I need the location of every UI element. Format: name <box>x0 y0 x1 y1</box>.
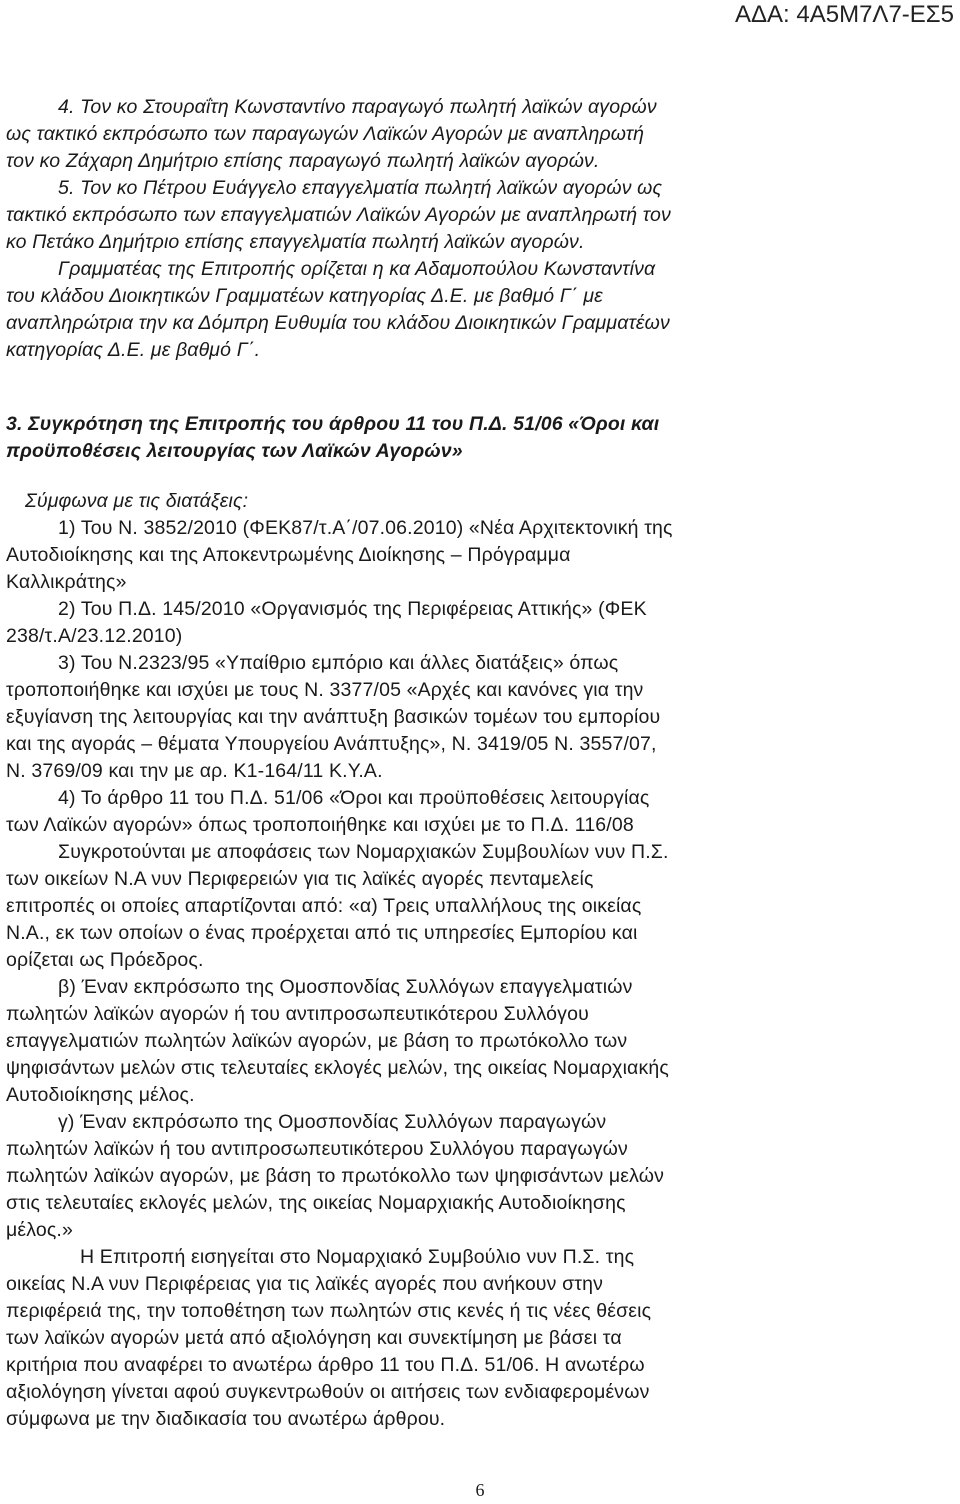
page-number: 6 <box>475 1480 485 1500</box>
text-line: ορίζεται ως Πρόεδρος. <box>6 949 204 971</box>
text-line: Γραμματέας της Επιτροπής ορίζεται η κα Αδαμοπούλου Κωνσταντίνα <box>58 258 656 280</box>
text-line: αναπληρώτρια την κα Δόμπρη Ευθυμία του κλάδου Διοικητικών Γραμματέων <box>6 312 670 334</box>
text-line: μέλος.» <box>6 1219 73 1241</box>
text-line: περιφέρειά της, την τοποθέτηση των πωλητών στις κενές ή τις νέες θέσεις <box>6 1300 652 1322</box>
text-line: 3) Του Ν.2323/95 «Υπαίθριο εμπόριο και άλλες διατάξεις» όπως <box>58 652 619 674</box>
text-line: κατηγορίας Δ.Ε. με βαθμό Γ΄. <box>6 339 261 361</box>
ada-code: ΑΔΑ: 4Α5Μ7Λ7-ΕΣ5 <box>735 1 954 28</box>
text-line: εξυγίανση της λειτουργίας και την ανάπτυξη βασικών τομέων του εμπορίου <box>6 706 661 728</box>
section-heading: 3. Συγκρότηση της Επιτροπής του άρθρου 11 του Π.Δ. 51/06 «Όροι και <box>6 413 660 435</box>
text-line: 5. Τον κο Πέτρου Ευάγγελο επαγγελματία πωλητή λαϊκών αγορών ως <box>58 177 663 199</box>
text-line: οικείας Ν.Α νυν Περιφέρειας για τις λαϊκές αγορές που ανήκουν στην <box>6 1273 604 1295</box>
text-line: β) Έναν εκπρόσωπο της Ομοσπονδίας Συλλόγων επαγγελματιών <box>58 976 633 998</box>
text-line: Συγκροτούνται με αποφάσεις των Νομαρχιακών Συμβουλίων νυν Π.Σ. <box>58 841 669 863</box>
text-line: των οικείων Ν.Α νυν Περιφερειών για τις λαϊκές αγορές πενταμελείς <box>6 868 594 890</box>
text-line: του κλάδου Διοικητικών Γραμματέων κατηγορίας Δ.Ε. με βαθμό Γ΄ με <box>6 285 603 307</box>
text-line: 1) Του Ν. 3852/2010 (ΦΕΚ87/τ.Α΄/07.06.2010) «Νέα Αρχιτεκτονική της <box>58 517 673 539</box>
text-line: 2) Του Π.Δ. 145/2010 «Οργανισμός της Περιφέρειας Αττικής» (ΦΕΚ <box>58 598 647 620</box>
text-line: 4) Το άρθρο 11 του Π.Δ. 51/06 «Όροι και προϋποθέσεις λειτουργίας <box>58 787 650 809</box>
text-line: Αυτοδιοίκησης μέλος. <box>6 1084 195 1106</box>
text-line: αξιολόγηση γίνεται αφού συγκεντρωθούν οι αιτήσεις των ενδιαφερομένων <box>6 1381 650 1403</box>
section-heading: προϋποθέσεις λειτουργίας των Λαϊκών Αγορών» <box>6 440 463 462</box>
text-line: των λαϊκών αγορών μετά από αξιολόγηση και συνεκτίμηση με βάσει τα <box>6 1327 622 1349</box>
text-line: και της αγοράς – θέματα Υπουργείου Ανάπτυξης», Ν. 3419/05 Ν. 3557/07, <box>6 733 657 755</box>
text-line: ως τακτικό εκπρόσωπο των παραγωγών Λαϊκών Αγορών με αναπληρωτή <box>6 123 645 145</box>
text-line: κριτήρια που αναφέρει το ανωτέρω άρθρο 11 του Π.Δ. 51/06. Η ανωτέρω <box>6 1354 645 1376</box>
text-line: πωλητών λαϊκών ή του αντιπροσωπευτικότερου Συλλόγου παραγωγών <box>6 1138 628 1160</box>
text-line: στις τελευταίες εκλογές μελών, της οικείας Νομαρχιακής Αυτοδιοίκησης <box>6 1192 626 1214</box>
text-line: Αυτοδιοίκησης και της Αποκεντρωμένης Διοίκησης – Πρόγραμμα <box>6 544 571 566</box>
text-line: σύμφωνα με την διαδικασία του ανωτέρω άρθρου. <box>6 1408 446 1430</box>
text-line: ψηφισάντων μελών στις τελευταίες εκλογές μελών, της οικείας Νομαρχιακής <box>6 1057 669 1079</box>
text-line: γ) Έναν εκπρόσωπο της Ομοσπονδίας Συλλόγων παραγωγών <box>58 1111 607 1133</box>
text-line: πωλητών λαϊκών αγορών, με βάση το πρωτόκολλο των ψηφισάντων μελών <box>6 1165 665 1187</box>
text-line: των Λαϊκών αγορών» όπως τροποποιήθηκε και ισχύει με το Π.Δ. 116/08 <box>6 814 634 836</box>
text-line: τακτικό εκπρόσωπο των επαγγελματιών Λαϊκών Αγορών με αναπληρωτή τον <box>6 204 671 226</box>
text-line: Η Επιτροπή εισηγείται στο Νομαρχιακό Συμβούλιο νυν Π.Σ. της <box>80 1246 635 1268</box>
text-line: πωλητών λαϊκών αγορών ή του αντιπροσωπευτικότερου Συλλόγου <box>6 1003 589 1025</box>
text-line: επιτροπές οι οποίες απαρτίζονται από: «α) Τρεις υπαλλήλους της οικείας <box>6 895 642 917</box>
text-line: επαγγελματιών πωλητών λαϊκών αγορών, με βάση το πρωτόκολλο των <box>6 1030 628 1052</box>
text-line: Ν. 3769/09 και την με αρ. Κ1-164/11 Κ.Υ.Α. <box>6 760 383 782</box>
text-line: τροποποιήθηκε και ισχύει με τους Ν. 3377/05 «Αρχές και κανόνες για την <box>6 679 644 701</box>
text-line: τον κο Ζάχαρη Δημήτριο επίσης παραγωγό πωλητή λαϊκών αγορών. <box>6 150 600 172</box>
text-line: Σύμφωνα με τις διατάξεις: <box>25 490 249 512</box>
text-line: Ν.Α., εκ των οποίων ο ένας προέρχεται από τις υπηρεσίες Εμπορίου και <box>6 922 638 944</box>
text-line: 238/τ.Α/23.12.2010) <box>6 625 183 647</box>
text-line: 4. Τον κο Στουραΐτη Κωνσταντίνο παραγωγό πωλητή λαϊκών αγορών <box>58 96 657 118</box>
text-line: κο Πετάκο Δημήτριο επίσης επαγγελματία πωλητή λαϊκών αγορών. <box>6 231 585 253</box>
text-line: Καλλικράτης» <box>6 571 127 593</box>
